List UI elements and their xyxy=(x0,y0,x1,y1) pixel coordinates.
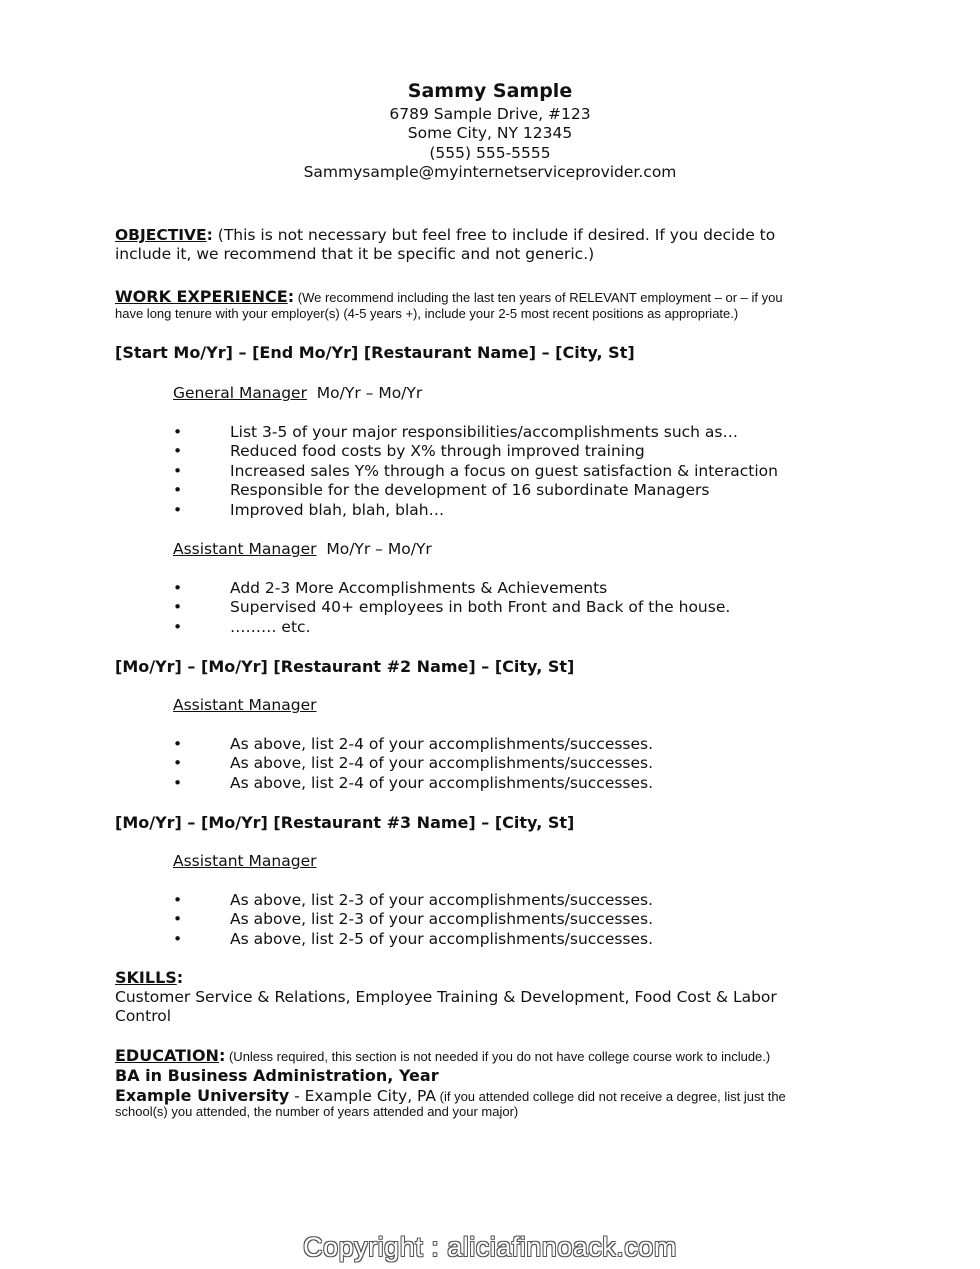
applicant-name: Sammy Sample xyxy=(407,80,573,102)
address-line-2: Some City, NY 12345 xyxy=(407,124,573,142)
work-experience-heading: WORK EXPERIENCE xyxy=(115,287,288,306)
job-heading: [Start Mo/Yr] – [End Mo/Yr] [Restaurant Name] – [City, St] xyxy=(115,343,635,362)
objective-heading: OBJECTIVE xyxy=(115,226,207,244)
job-heading: [Mo/Yr] – [Mo/Yr] [Restaurant #3 Name] – [City, St] xyxy=(115,813,575,832)
education-note: (Unless required, this section is not needed if you do not have college course work to include.) xyxy=(225,1049,771,1064)
bullet-icon: • xyxy=(173,774,183,792)
skills-heading: SKILLS xyxy=(115,968,177,987)
email: Sammysample@myinternetserviceprovider.com xyxy=(303,163,677,181)
bullet-icon: • xyxy=(173,618,183,636)
objective-line-1 xyxy=(115,226,775,245)
role-title: Assistant Manager xyxy=(173,852,317,870)
bullet-text: As above, list 2-3 of your accomplishments/successes. xyxy=(230,891,654,909)
bullet-text: Supervised 40+ employees in both Front and Back of the house. xyxy=(230,598,731,616)
bullet-text: As above, list 2-4 of your accomplishments/successes. xyxy=(230,754,654,772)
bullet-text: ……… etc. xyxy=(230,618,311,636)
education-note-2: (if you attended college did not receive a degree, list just the xyxy=(436,1089,786,1104)
school-name: Example University xyxy=(115,1086,290,1105)
bullet-text: Add 2-3 More Accomplishments & Achievements xyxy=(230,579,608,597)
address-line-1: 6789 Sample Drive, #123 xyxy=(389,105,591,123)
objective-text: (This is not necessary but feel free to include if desired. If you decide to xyxy=(212,226,776,244)
bullet-text: Responsible for the development of 16 subordinate Managers xyxy=(230,481,710,499)
education-heading-line xyxy=(115,1046,770,1066)
bullet-icon: • xyxy=(173,598,183,616)
bullet-icon: • xyxy=(173,462,183,480)
role-line xyxy=(173,540,432,559)
objective-line-2: include it, we recommend that it be specific and not generic.) xyxy=(115,245,595,263)
bullet-icon: • xyxy=(173,735,183,753)
bullet-icon: • xyxy=(173,501,183,519)
bullet-icon: • xyxy=(173,754,183,772)
skills-line-1: Customer Service & Relations, Employee Training & Development, Food Cost & Labor xyxy=(115,988,777,1006)
bullet-text: Reduced food costs by X% through improved training xyxy=(230,442,645,460)
role-dates: Mo/Yr – Mo/Yr xyxy=(316,540,432,558)
bullet-icon: • xyxy=(173,930,183,948)
phone: (555) 555-5555 xyxy=(429,144,551,162)
skills-line-2: Control xyxy=(115,1007,172,1025)
role-title: Assistant Manager xyxy=(173,696,317,714)
copyright-watermark: Copyright : aliciafinnoack.com xyxy=(303,1232,677,1262)
bullet-text: As above, list 2-4 of your accomplishments/successes. xyxy=(230,774,654,792)
colon: : xyxy=(287,287,295,306)
bullet-text: As above, list 2-5 of your accomplishments/successes. xyxy=(230,930,654,948)
bullet-text: As above, list 2-4 of your accomplishments/successes. xyxy=(230,735,654,753)
bullet-text: As above, list 2-3 of your accomplishments/successes. xyxy=(230,910,654,928)
bullet-icon: • xyxy=(173,910,183,928)
colon: : xyxy=(176,968,184,987)
bullet-icon: • xyxy=(173,891,183,909)
bullet-icon: • xyxy=(173,579,183,597)
education-heading: EDUCATION xyxy=(115,1046,219,1065)
degree: BA in Business Administration, Year xyxy=(115,1066,439,1085)
role-title: Assistant Manager xyxy=(173,540,317,558)
bullet-text: List 3-5 of your major responsibilities/accomplishments such as… xyxy=(230,423,739,441)
education-note-line-2: school(s) you attended, the number of years attended and your major) xyxy=(115,1104,519,1119)
bullet-icon: • xyxy=(173,423,183,441)
colon: : xyxy=(218,1046,226,1065)
work-note-line-2: have long tenure with your employer(s) (4-5 years +), include your 2-5 most recent positions as appropriate.) xyxy=(115,306,739,321)
role-dates: Mo/Yr – Mo/Yr xyxy=(306,384,423,402)
job-heading: [Mo/Yr] – [Mo/Yr] [Restaurant #2 Name] – [City, St] xyxy=(115,657,575,676)
school-location: - Example City, PA xyxy=(289,1087,437,1105)
bullet-text: Increased sales Y% through a focus on guest satisfaction & interaction xyxy=(230,462,778,480)
bullet-icon: • xyxy=(173,481,183,499)
skills-heading-line xyxy=(115,968,183,988)
colon: : xyxy=(206,226,213,244)
role-title: General Manager xyxy=(173,384,307,402)
bullet-text: Improved blah, blah, blah… xyxy=(230,501,445,519)
work-note: (We recommend including the last ten years of RELEVANT employment – or – if you xyxy=(294,290,783,305)
role-line xyxy=(173,384,422,403)
bullet-icon: • xyxy=(173,442,183,460)
